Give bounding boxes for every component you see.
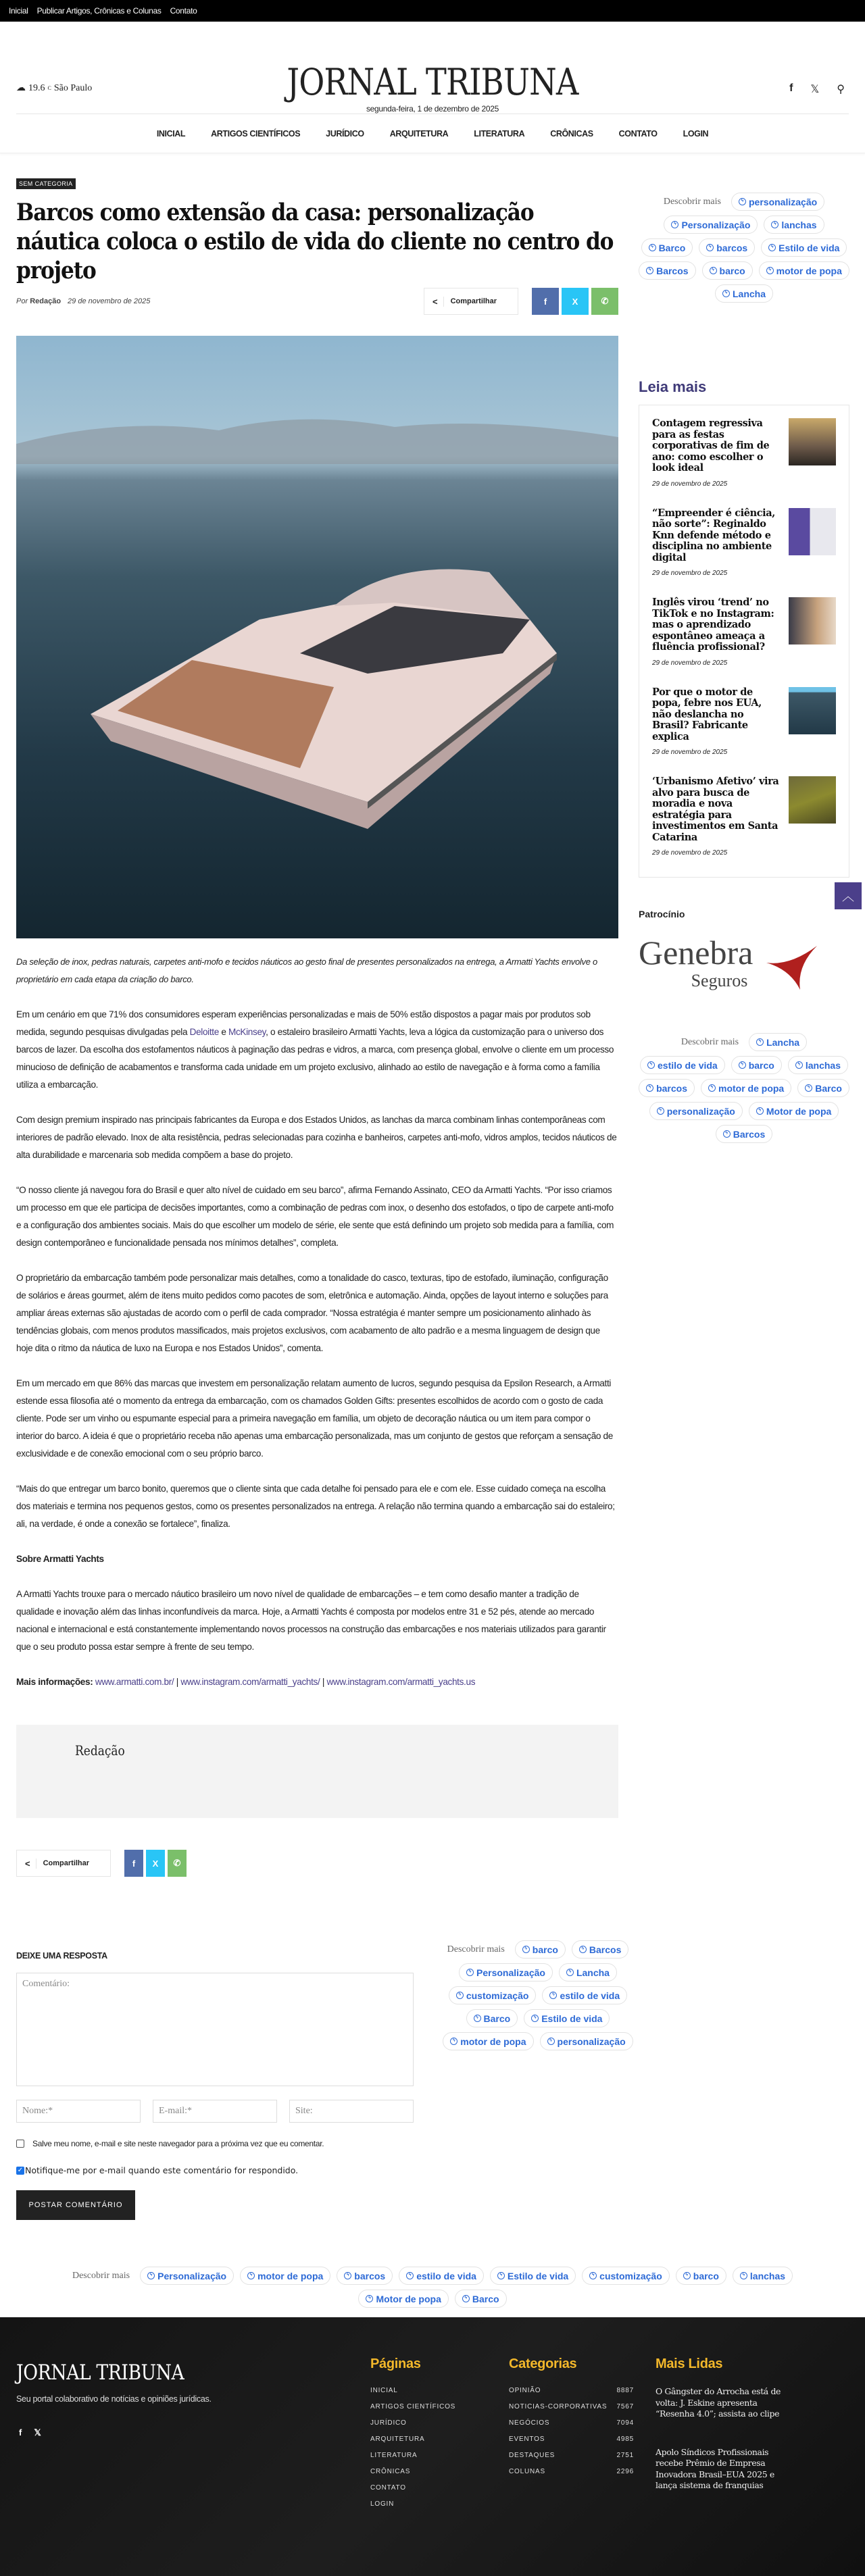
bolt-icon: ϟ bbox=[739, 198, 746, 205]
share-label: Compartilhar bbox=[43, 1859, 90, 1867]
share-facebook-button[interactable]: f bbox=[532, 288, 559, 315]
mckinsey-link[interactable]: McKinsey bbox=[228, 1027, 266, 1037]
chip-label: personalização bbox=[666, 1105, 735, 1117]
sponsor-sub: Seguros bbox=[691, 971, 748, 990]
bolt-icon: ϟ bbox=[531, 2015, 539, 2022]
instagram-link[interactable]: www.instagram.com/armatti_yachts/ bbox=[180, 1677, 320, 1687]
notify-checkbox[interactable]: ✓ bbox=[17, 2166, 24, 2174]
nav-login[interactable]: LOGIN bbox=[683, 128, 709, 138]
post-comment-button[interactable]: POSTAR COMENTÁRIO bbox=[16, 2190, 135, 2220]
topic-chip[interactable] bbox=[490, 2267, 576, 2285]
category-count: 7567 bbox=[616, 2403, 634, 2410]
footer-page-link[interactable]: CRÔNICAS bbox=[370, 2468, 411, 2475]
bolt-icon: ϟ bbox=[649, 244, 656, 251]
chip-label: Personalização bbox=[476, 1967, 545, 1978]
nav-arquitetura[interactable]: ARQUITETURA bbox=[389, 128, 449, 138]
list-item[interactable] bbox=[652, 418, 836, 488]
chip-label: barcos bbox=[656, 1082, 687, 1094]
more-info-label: Mais informações: bbox=[16, 1677, 93, 1687]
post-date: 29 de novembro de 2025 bbox=[652, 849, 728, 857]
category-name: NOTICIAS-CORPORATIVAS bbox=[509, 2403, 608, 2410]
list-item[interactable] bbox=[652, 508, 836, 578]
bolt-icon: ϟ bbox=[497, 2272, 505, 2279]
save-info-label: Salve meu nome, e-mail e site neste navegador para a próxima vez que eu comentar. bbox=[32, 2139, 324, 2148]
chip-label: Lancha bbox=[732, 288, 766, 299]
current-date: segunda-feira, 1 de dezembro de 2025 bbox=[366, 104, 499, 113]
facebook-icon[interactable]: f bbox=[789, 82, 793, 94]
topic-chip[interactable] bbox=[559, 1963, 617, 1981]
nav-artigos[interactable]: ARTIGOS CIENTÍFICOS bbox=[211, 128, 301, 138]
topic-chip[interactable] bbox=[572, 1940, 628, 1959]
footer-description: Seu portal colaborativo de notícias e opiniões jurídicas. bbox=[16, 2394, 212, 2404]
nav-cronicas[interactable]: CRÔNICAS bbox=[550, 128, 593, 138]
most-read-link[interactable]: O Gângster do Arrocha está de volta: J. Eskine apresenta “Resenha 4.0”; assista ao clipe bbox=[656, 2386, 781, 2419]
sidebar bbox=[639, 193, 849, 303]
category-link[interactable] bbox=[509, 2387, 634, 2403]
pages-heading: Páginas bbox=[370, 2356, 421, 2371]
sponsor-name: Genebra bbox=[639, 934, 753, 971]
share-x-button[interactable]: X bbox=[146, 1850, 165, 1877]
chip-label: Motor de popa bbox=[376, 2293, 441, 2304]
article bbox=[16, 177, 618, 1877]
read-more-heading: Leia mais bbox=[639, 378, 707, 395]
chevron-up-icon: ︿ bbox=[842, 890, 854, 903]
footer-page-link[interactable]: LITERATURA bbox=[370, 2452, 418, 2459]
bolt-icon: ϟ bbox=[466, 1969, 474, 1976]
chip-label: motor de popa bbox=[718, 1082, 785, 1094]
topic-chip[interactable] bbox=[455, 2290, 507, 2308]
chip-label: barcos bbox=[354, 2270, 386, 2281]
text: e bbox=[218, 1027, 228, 1037]
bolt-icon: ϟ bbox=[450, 2038, 458, 2045]
discover-more-chips bbox=[432, 1940, 643, 2050]
email-input[interactable]: E-mail:* bbox=[153, 2100, 277, 2123]
discover-more-chips bbox=[639, 1033, 849, 1143]
topic-chip[interactable] bbox=[764, 216, 824, 234]
topic-chip[interactable] bbox=[797, 1079, 849, 1097]
bolt-icon: ϟ bbox=[579, 1946, 587, 1953]
bolt-icon: ϟ bbox=[344, 2272, 351, 2279]
topic-chip[interactable] bbox=[449, 1986, 537, 2004]
nav-literatura[interactable]: LITERATURA bbox=[474, 128, 525, 138]
chip-label: lanchas bbox=[805, 1059, 841, 1071]
cloud-icon: ☁ bbox=[16, 83, 26, 93]
topbar-link-publicar[interactable]: Publicar Artigos, Crônicas e Colunas bbox=[36, 6, 162, 16]
bolt-icon: ϟ bbox=[683, 2272, 691, 2279]
x-icon[interactable]: 𝕏 bbox=[34, 2427, 41, 2438]
topic-chip[interactable] bbox=[399, 2267, 484, 2285]
share-whatsapp-button[interactable]: ✆ bbox=[591, 288, 618, 315]
topic-chip[interactable] bbox=[749, 1102, 839, 1120]
footer-page-link[interactable]: LOGIN bbox=[370, 2500, 395, 2508]
chip-label: lanchas bbox=[749, 2270, 786, 2281]
bolt-icon: ϟ bbox=[474, 2015, 481, 2022]
post-date: 29 de novembro de 2025 bbox=[652, 570, 728, 577]
topic-chip[interactable] bbox=[664, 216, 758, 234]
category-link[interactable] bbox=[509, 2419, 634, 2435]
share-bar-bottom bbox=[16, 1850, 618, 1877]
bolt-icon: ϟ bbox=[708, 1084, 716, 1092]
text: Em um cenário em que 71% dos consumidores esperam experiências personalizadas e mais de 50% estão dispostos a pagar mais por produtos sob medida, segundo pesquisas divulgadas pela bbox=[16, 1009, 591, 1037]
bolt-icon: ϟ bbox=[768, 244, 776, 251]
footer-logo[interactable]: JORNAL TRIBUNA bbox=[16, 2360, 184, 2385]
bolt-icon: ϟ bbox=[247, 2272, 255, 2279]
topic-chip[interactable] bbox=[649, 1102, 743, 1120]
bolt-icon: ϟ bbox=[756, 1107, 764, 1115]
footer-page-link[interactable]: ARTIGOS CIENTÍFICOS bbox=[370, 2403, 456, 2410]
site-input[interactable]: Site: bbox=[289, 2100, 414, 2123]
comment-textarea[interactable]: Comentário: bbox=[16, 1973, 414, 2086]
topbar-link-inicial[interactable]: Inicial bbox=[9, 6, 28, 16]
bolt-icon: ϟ bbox=[147, 2272, 155, 2279]
share-bar bbox=[424, 288, 618, 315]
post-title[interactable]: Contagem regressiva para as festas corporativas de fim de ano: como escolher o look ideal bbox=[652, 418, 770, 474]
topic-chip[interactable] bbox=[540, 2032, 633, 2050]
text: , o estaleiro brasileiro Armatti Yachts, leva a lógica da customização para o universo dos barcos de lazer. Da escolha dos estofamentos náuticos à paginação das pedras e vidros, a marca, com presença global, envolve o cliente em um processo minucioso de definição de acabamentos e transforma cada unidade em um projeto exclusivo, alinhado ao estilo de navegação e à forma como a família utiliza a embarcação. bbox=[16, 1027, 614, 1090]
sponsor-logo[interactable] bbox=[639, 928, 849, 998]
topic-chip[interactable] bbox=[731, 1056, 782, 1074]
hero-image-boat bbox=[16, 336, 618, 938]
category-count: 4985 bbox=[616, 2435, 634, 2443]
topic-chip[interactable] bbox=[733, 2267, 793, 2285]
post-thumbnail[interactable] bbox=[789, 776, 836, 824]
chip-label: customização bbox=[466, 1990, 529, 2001]
footer-most-read bbox=[656, 2356, 787, 2519]
bottom-discover bbox=[27, 2267, 838, 2308]
category-name: OPINIÃO bbox=[509, 2387, 541, 2394]
header bbox=[0, 22, 865, 113]
chip-label: Personalização bbox=[681, 219, 751, 230]
bolt-icon: ϟ bbox=[771, 221, 778, 228]
subheading: Sobre Armatti Yachts bbox=[16, 1554, 104, 1564]
chip-label: estilo de vida bbox=[416, 2270, 476, 2281]
paragraph bbox=[16, 1006, 618, 1094]
bolt-icon: ϟ bbox=[766, 267, 774, 274]
name-input[interactable]: Nome:* bbox=[16, 2100, 141, 2123]
category-count: 2296 bbox=[616, 2468, 634, 2475]
facebook-icon[interactable]: f bbox=[19, 2427, 22, 2438]
category-count: 8887 bbox=[616, 2387, 634, 2394]
chip-label: Estilo de vida bbox=[541, 2013, 603, 2024]
x-icon[interactable]: 𝕏 bbox=[810, 84, 820, 95]
comment-heading: DEIXE UMA RESPOSTA bbox=[16, 1951, 107, 1961]
bolt-icon: ϟ bbox=[795, 1061, 803, 1069]
publish-date: 29 de novembro de 2025 bbox=[68, 297, 151, 305]
footer-page-link[interactable]: CONTATO bbox=[370, 2484, 406, 2492]
bolt-icon: ϟ bbox=[566, 1969, 574, 1976]
topic-chip[interactable] bbox=[582, 2267, 670, 2285]
share-button[interactable] bbox=[16, 1850, 111, 1877]
article-body bbox=[16, 1006, 618, 1691]
chip-label: Lancha bbox=[576, 1967, 610, 1978]
topic-chip[interactable] bbox=[524, 2009, 610, 2027]
footer-page-link[interactable]: JURÍDICO bbox=[370, 2419, 407, 2427]
save-info-checkbox[interactable] bbox=[16, 2140, 24, 2148]
most-read-link[interactable]: Apolo Síndicos Profissionais recebe Prêmio de Empresa Inovadora Brasil–EUA 2025 e lança sistema de franquias bbox=[656, 2446, 774, 2490]
topic-chip[interactable] bbox=[731, 193, 824, 211]
sidebar-read-more bbox=[639, 378, 849, 878]
paragraph: A Armatti Yachts trouxe para o mercado náutico brasileiro um novo nível de qualidade de embarcações – e tem como desafio manter a tradição de qualidade e inovação além das linhas inconfundíveis da marca. Hoje, a Armatti Yachts é composta por modelos entre 31 e 52 pés, atende ao mercado nacional e internacional e está constantemente implementando novos processos na construção das embarcações e nos materiais utilizados para garantir que o seu produto possa estar sempre à frente de seu tempo. bbox=[16, 1589, 606, 1652]
paragraph: “O nosso cliente já navegou fora do Brasil e quer alto nível de cuidado em seu barco”, afirma Fernando Assinato, CEO da Armatti Yachts. “Por isso criamos um processo em que ele participa de decisões importantes, como a combinação de pedras com inox, o desenho dos estofados, o tipo de carpete anti-mofo e a configuração dos ambientes sociais. Mais do que escolher um modelo de série, ele sente que está definindo um projeto sob medida para a família, com design contemporâneo e funcionalidade pensada nos mínimos detalhes”, completa. bbox=[16, 1185, 614, 1248]
bolt-icon: ϟ bbox=[722, 290, 730, 297]
footer-page-link[interactable]: ARQUITETURA bbox=[370, 2435, 425, 2443]
share-icon: < bbox=[25, 1859, 36, 1869]
chip-label: motor de popa bbox=[460, 2036, 526, 2047]
post-date: 29 de novembro de 2025 bbox=[652, 659, 728, 667]
armatti-site-link[interactable]: www.armatti.com.br/ bbox=[95, 1677, 174, 1687]
paragraph: “Mais do que entregar um barco bonito, queremos que o cliente sinta que cada detalhe foi pensado para ele e com ele. Esse cuidado começa na escolha dos materiais e termina nos pequenos gestos, como os presentes personalizados na entrega. A relação não termina quando a embarcação sai do estaleiro; ali, na verdade, é onde a conexão se fortalece”, finaliza. bbox=[16, 1484, 615, 1529]
post-title[interactable]: “Empreender é ciência, não sorte”: Reginaldo Knn defende método e disciplina no ambiente digital bbox=[652, 507, 775, 563]
topic-chip[interactable] bbox=[459, 1963, 553, 1981]
most-read-heading: Mais Lidas bbox=[656, 2356, 723, 2371]
topic-chip[interactable] bbox=[701, 1079, 791, 1097]
discover-more-label: Descobrir mais bbox=[663, 196, 721, 207]
footer bbox=[0, 2317, 865, 2576]
chip-label: barcos bbox=[716, 242, 748, 253]
bolt-icon: ϟ bbox=[522, 1946, 530, 1953]
list-item[interactable] bbox=[652, 776, 836, 857]
sidebar-sponsor bbox=[639, 909, 849, 1143]
paragraph: Com design premium inspirado nas principais fabricantes da Europa e dos Estados Unidos, as lanchas da marca combinam linhas contemporâneas com interiores de padrão elevado. Inox de alta resistência, pedras selecionadas para cozinha e banheiros, carpetes anti-mofo, vidros amplos, tecidos náuticos de alta durabilidade e marcenaria sob medida compõem a base do projeto. bbox=[16, 1115, 617, 1160]
post-date: 29 de novembro de 2025 bbox=[652, 480, 728, 488]
bolt-icon: ϟ bbox=[706, 244, 714, 251]
chip-label: Estilo de vida bbox=[507, 2270, 569, 2281]
bolt-icon: ϟ bbox=[723, 1130, 731, 1138]
topic-chip[interactable] bbox=[749, 1033, 807, 1051]
category-link[interactable] bbox=[509, 2452, 634, 2468]
chip-label: barco bbox=[748, 1059, 774, 1071]
comments-side-chips bbox=[432, 1940, 643, 2050]
post-title[interactable]: Por que o motor de popa, febre nos EUA, não deslancha no Brasil? Fabricante explica bbox=[652, 686, 762, 742]
chip-label: estilo de vida bbox=[658, 1059, 718, 1071]
footer-page-link[interactable]: INICIAL bbox=[370, 2387, 398, 2394]
chip-label: Barco bbox=[472, 2293, 499, 2304]
bolt-icon: ϟ bbox=[657, 1107, 664, 1115]
chip-label: personalização bbox=[749, 196, 818, 207]
footer-pages bbox=[370, 2356, 485, 2517]
chip-label: Barcos bbox=[656, 265, 689, 276]
author-link[interactable]: Redação bbox=[30, 297, 61, 305]
post-thumbnail[interactable] bbox=[789, 418, 836, 465]
bolt-icon: ϟ bbox=[739, 1061, 746, 1069]
bolt-icon: ϟ bbox=[456, 1992, 464, 1999]
bolt-icon: ϟ bbox=[671, 221, 678, 228]
footer-categories bbox=[509, 2356, 634, 2484]
topic-chip[interactable] bbox=[443, 2032, 533, 2050]
chip-label: barco bbox=[719, 265, 745, 276]
topic-chip[interactable] bbox=[676, 2267, 726, 2285]
post-title[interactable]: Inglês virou ‘trend’ no TikTok e no Instagram: mas o aprendizado espontâneo ameaça a fluência profissional? bbox=[652, 597, 774, 653]
chip-label: motor de popa bbox=[776, 265, 842, 276]
topic-chip[interactable] bbox=[702, 261, 753, 280]
topic-chip[interactable] bbox=[140, 2267, 234, 2285]
category-count: 2751 bbox=[616, 2452, 634, 2459]
bolt-icon: ϟ bbox=[740, 2272, 747, 2279]
search-icon[interactable]: ⚲ bbox=[837, 84, 845, 95]
topic-chip[interactable] bbox=[240, 2267, 330, 2285]
chip-label: lanchas bbox=[781, 219, 817, 230]
topic-chip[interactable] bbox=[639, 261, 695, 280]
separator: | bbox=[320, 1677, 327, 1687]
by-label: Por bbox=[16, 297, 28, 305]
topbar-link-contato[interactable]: Contato bbox=[170, 6, 197, 16]
share-icon: < bbox=[432, 297, 444, 307]
temperature-unit: C bbox=[47, 85, 51, 91]
category-name: DESTAQUES bbox=[509, 2452, 555, 2459]
chip-label: personalização bbox=[557, 2036, 626, 2047]
chip-label: barco bbox=[532, 1944, 558, 1955]
share-x-button[interactable]: X bbox=[562, 288, 589, 315]
chip-label: customização bbox=[599, 2270, 662, 2281]
paragraph: Em um mercado em que 86% das marcas que investem em personalização relatam aumento de lucros, segundo pesquisa da Epsilon Research, a Armatti estende essa filosofia até o momento da entrega da embarcação, com os chamados Golden Gifts: presentes escolhidos de acordo com o gosto de cada cliente. Pode ser um vinho ou espumante especial para a primeira navegação em família, um objeto de decoração náutica ou um item para compor o interior do barco. A ideia é que o proprietário receba não apenas uma embarcação personalizada, mas um conjunto de gestos que reforçam a sensação de exclusividade e de conexão emocional com o seu próprio barco. bbox=[16, 1378, 613, 1459]
sponsor-cross-icon bbox=[760, 932, 820, 993]
share-whatsapp-button[interactable]: ✆ bbox=[168, 1850, 187, 1877]
bolt-icon: ϟ bbox=[366, 2295, 373, 2302]
bolt-icon: ϟ bbox=[547, 2038, 555, 2045]
discover-more-chips bbox=[639, 193, 849, 303]
city: São Paulo bbox=[53, 82, 93, 93]
topic-chip[interactable] bbox=[515, 1940, 566, 1959]
scroll-to-top-button[interactable] bbox=[835, 882, 862, 909]
discover-more-label: Descobrir mais bbox=[681, 1036, 739, 1047]
topic-chip[interactable] bbox=[699, 238, 755, 257]
topic-chip[interactable] bbox=[337, 2267, 393, 2285]
chip-label: Estilo de vida bbox=[778, 242, 840, 253]
boat-illustration bbox=[16, 336, 618, 938]
bolt-icon: ϟ bbox=[462, 2295, 470, 2302]
list-item[interactable] bbox=[652, 597, 836, 667]
category-link[interactable] bbox=[509, 2403, 634, 2419]
chip-label: motor de popa bbox=[257, 2270, 324, 2281]
categories-heading: Categorias bbox=[509, 2356, 577, 2371]
post-thumbnail[interactable] bbox=[789, 687, 836, 734]
chip-label: Barco bbox=[815, 1082, 842, 1094]
category-badge[interactable]: SEM CATEGORIA bbox=[16, 178, 76, 189]
category-name: EVENTOS bbox=[509, 2435, 545, 2443]
post-thumbnail[interactable] bbox=[789, 597, 836, 645]
chip-label: Barcos bbox=[589, 1944, 622, 1955]
share-label: Compartilhar bbox=[450, 297, 497, 305]
post-title[interactable]: ‘Urbanismo Afetivo’ vira alvo para busca de moradia e nova estratégia para investimentos em Santa Catarina bbox=[652, 776, 779, 843]
temperature: 19.6 bbox=[28, 82, 45, 93]
post-date: 29 de novembro de 2025 bbox=[652, 749, 728, 756]
nav-contato[interactable]: CONTATO bbox=[618, 128, 658, 138]
discover-more-label: Descobrir mais bbox=[447, 1944, 505, 1954]
nav-juridico[interactable]: JURÍDICO bbox=[326, 128, 364, 138]
post-thumbnail[interactable] bbox=[789, 508, 836, 555]
comment-form bbox=[16, 1951, 414, 2220]
bolt-icon: ϟ bbox=[710, 267, 717, 274]
read-more-list bbox=[639, 405, 849, 878]
topic-chip[interactable] bbox=[358, 2290, 448, 2308]
chip-label: Barco bbox=[658, 242, 686, 253]
deloitte-link[interactable]: Deloitte bbox=[189, 1027, 219, 1037]
author-box bbox=[16, 1725, 618, 1818]
bolt-icon: ϟ bbox=[646, 267, 653, 274]
more-info bbox=[16, 1673, 618, 1691]
paragraph: O proprietário da embarcação também pode personalizar mais detalhes, como a tonalidade do casco, texturas, tipo de estofado, iluminação, configuração de solários e áreas gourmet, além de itens muito pedidos como pacotes de som, eletrônica e automação. Ainda, opções de layout interno e soluções para ampliar áreas externas são ajustadas de acordo com o perfil de cada comprador. “Nossa estratégia é manter sempre um posicionamento alinhado às tendências globais, com menos produtos massificados, mais projetos exclusivos, com acabamento de alto padrão e a mesma linguagem de design que hoje dita o ritmo da náutica de luxo na Europa e nos Estados Unidos”, comenta. bbox=[16, 1273, 608, 1353]
notify-label: Notifique-me por e-mail quando este comentário for respondido. bbox=[25, 2165, 299, 2175]
topic-chip[interactable] bbox=[715, 284, 773, 303]
article-title: Barcos como extensão da casa: personalização náutica coloca o estilo de vida do cliente no centro do projeto bbox=[16, 199, 614, 284]
bolt-icon: ϟ bbox=[647, 1061, 655, 1069]
bolt-icon: ϟ bbox=[805, 1084, 812, 1092]
bolt-icon: ϟ bbox=[646, 1084, 653, 1092]
discover-more-chips bbox=[27, 2267, 838, 2308]
separator: | bbox=[174, 1677, 181, 1687]
bolt-icon: ϟ bbox=[406, 2272, 414, 2279]
chip-label: barco bbox=[693, 2270, 719, 2281]
topic-chip[interactable] bbox=[466, 2009, 518, 2027]
site-logo[interactable]: JORNAL TRIBUNA bbox=[287, 61, 578, 103]
topic-chip[interactable] bbox=[641, 238, 693, 257]
topic-chip[interactable] bbox=[761, 238, 847, 257]
chip-label: Barcos bbox=[733, 1128, 766, 1140]
category-name: NEGÓCIOS bbox=[509, 2419, 550, 2427]
category-count: 7094 bbox=[616, 2419, 634, 2427]
image-caption: Da seleção de inox, pedras naturais, carpetes anti-mofo e tecidos náuticos ao gesto final de presentes personalizados na entrega, a Armatti Yachts envolve o proprietário em cada etapa da criação do barco. bbox=[16, 957, 597, 984]
category-name: COLUNAS bbox=[509, 2468, 545, 2475]
chip-label: Barco bbox=[483, 2013, 511, 2024]
category-link[interactable] bbox=[509, 2435, 634, 2452]
chip-label: Lancha bbox=[766, 1036, 800, 1048]
topic-chip[interactable] bbox=[639, 1079, 695, 1097]
topic-chip[interactable] bbox=[640, 1056, 725, 1074]
chip-label: Motor de popa bbox=[766, 1105, 832, 1117]
nav-inicial[interactable]: INICIAL bbox=[156, 128, 186, 138]
bolt-icon: ϟ bbox=[756, 1038, 764, 1046]
category-link[interactable] bbox=[509, 2468, 634, 2484]
bolt-icon: ϟ bbox=[589, 2272, 597, 2279]
top-bar bbox=[0, 0, 865, 22]
list-item[interactable] bbox=[652, 687, 836, 757]
topic-chip[interactable] bbox=[716, 1125, 772, 1143]
chip-label: Personalização bbox=[157, 2270, 227, 2281]
share-button[interactable] bbox=[424, 288, 518, 315]
discover-more-label: Descobrir mais bbox=[72, 2270, 130, 2281]
bolt-icon: ϟ bbox=[549, 1992, 557, 1999]
sponsor-heading: Patrocínio bbox=[639, 909, 685, 919]
main-nav bbox=[0, 114, 865, 153]
instagram-us-link[interactable]: www.instagram.com/armatti_yachts.us bbox=[326, 1677, 476, 1687]
topic-chip[interactable] bbox=[788, 1056, 848, 1074]
chip-label: estilo de vida bbox=[560, 1990, 620, 2001]
share-facebook-button[interactable]: f bbox=[124, 1850, 143, 1877]
topic-chip[interactable] bbox=[759, 261, 849, 280]
topic-chip[interactable] bbox=[542, 1986, 627, 2004]
author-box-name[interactable]: Redação bbox=[75, 1742, 125, 1759]
